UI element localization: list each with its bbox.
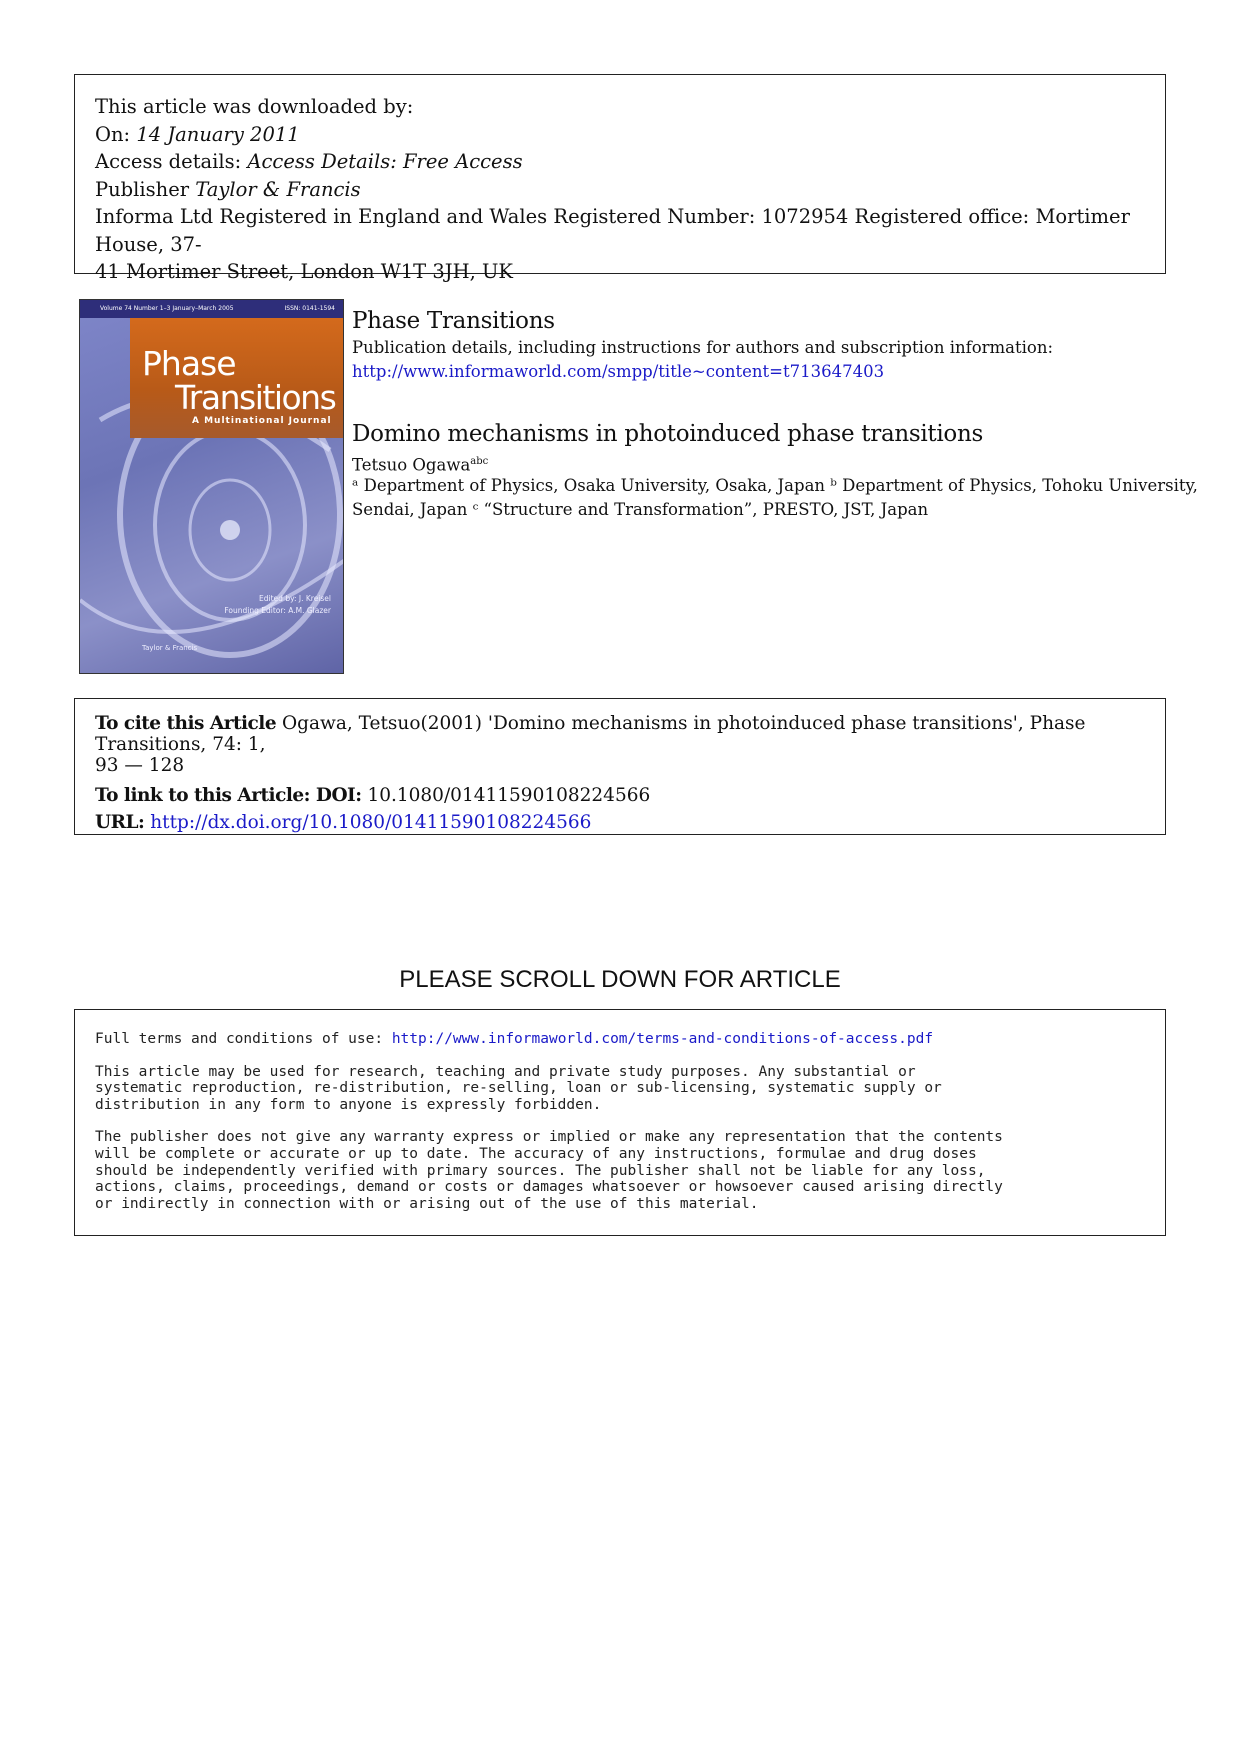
terms-row (95, 1031, 1145, 1048)
author-superscript: abc (470, 456, 489, 467)
article-title: Domino mechanisms in photoinduced phase transitions (352, 421, 983, 447)
doi-value: 10.1080/01411590108224566 (367, 785, 651, 806)
citation-box (74, 698, 1166, 835)
cover-publisher: Taylor & Francis (142, 644, 198, 652)
journal-url-link[interactable]: http://www.informaworld.com/smpp/title~content=t713647403 (352, 362, 885, 381)
doi-row (95, 785, 1145, 806)
doi-url-link[interactable]: http://dx.doi.org/10.1080/01411590108224566 (150, 812, 592, 833)
terms-paragraph-2 (95, 1129, 1145, 1212)
registered-office-line2: 41 Mortimer Street, London W1T 3JH, UK (95, 260, 514, 283)
download-intro: This article was downloaded by: (95, 95, 414, 118)
terms-p1-line2: systematic reproduction, re-distribution, re-selling, loan or sub-licensing, systematic supply or (95, 1080, 942, 1097)
registered-office-line1: Informa Ltd Registered in England and Wales Registered Number: 1072954 Registered office: Mortimer House, 37- (95, 205, 1130, 256)
terms-p1-line3: distribution in any form to anyone is expressly forbidden. (95, 1096, 602, 1113)
terms-p2-line3: should be independently verified with primary sources. The publisher shall not be liable for any loss, (95, 1162, 986, 1179)
cover-subtitle: A Multinational Journal (192, 416, 332, 426)
publisher-label: Publisher (95, 177, 190, 201)
url-label: URL: (95, 812, 145, 833)
journal-description: Publication details, including instructions for authors and subscription information: (352, 338, 1054, 357)
terms-p2-line4: actions, claims, proceedings, demand or costs or damages whatsoever or howsoever caused arising directly (95, 1179, 1003, 1196)
cite-text-line2: 93 — 128 (95, 755, 185, 776)
access-details-row (95, 148, 1145, 176)
access-value: Access Details: Free Access (247, 150, 523, 173)
cover-title-line1: Phase (142, 344, 236, 383)
cover-issn: ISSN: 0141-1594 (284, 305, 335, 312)
terms-url-link[interactable]: http://www.informaworld.com/terms-and-conditions-of-access.pdf (391, 1031, 934, 1047)
access-label: Access details: (95, 150, 242, 173)
on-value: 14 January 2011 (136, 122, 300, 146)
terms-paragraph-1 (95, 1064, 1145, 1114)
cover-editor: Edited by: J. Kreisel (259, 594, 331, 603)
terms-p1-line1: This article may be used for research, teaching and private study purposes. Any substantial or (95, 1063, 916, 1080)
on-label: On: (95, 122, 131, 146)
terms-label: Full terms and conditions of use: (95, 1031, 384, 1047)
journal-cover-image (79, 299, 344, 674)
affiliation-line2: Sendai, Japan ᶜ “Structure and Transformation”, PRESTO, JST, Japan (352, 500, 929, 519)
author-name: Tetsuo Ogawa (352, 455, 471, 475)
affiliation-line1: ᵃ Department of Physics, Osaka University, Osaka, Japan ᵇ Department of Physics, Tohoku University, (352, 476, 1198, 495)
publisher-value: Taylor & Francis (195, 177, 361, 201)
cite-row (95, 713, 1145, 755)
journal-title: Phase Transitions (352, 308, 555, 334)
cite-label: To cite this Article (95, 713, 277, 734)
cite-text-line1: Ogawa, Tetsuo(2001) 'Domino mechanisms in photoinduced phase transitions', Phase Transitions, 74: 1, (95, 713, 1086, 755)
url-row (95, 812, 1145, 833)
scroll-down-notice: PLEASE SCROLL DOWN FOR ARTICLE (399, 966, 841, 993)
cover-founding-editor: Founding Editor: A.M. Glazer (224, 606, 331, 615)
cover-title-line2: Transitions (175, 378, 336, 417)
link-label: To link to this Article: DOI: (95, 785, 362, 806)
terms-p2-line5: or indirectly in connection with or arising out of the use of this material. (95, 1195, 759, 1212)
cover-top-bar (80, 300, 343, 318)
cover-volume: Volume 74 Number 1–3 January–March 2005 (100, 305, 234, 312)
download-date-row (95, 121, 1145, 149)
terms-p2-line1: The publisher does not give any warranty express or implied or make any representation that the contents (95, 1129, 1003, 1146)
terms-p2-line2: will be complete or accurate or up to date. The accuracy of any instructions, formulae and drug doses (95, 1145, 977, 1162)
terms-box (74, 1009, 1166, 1236)
download-notice-box (74, 74, 1166, 283)
publisher-row (95, 176, 1145, 204)
